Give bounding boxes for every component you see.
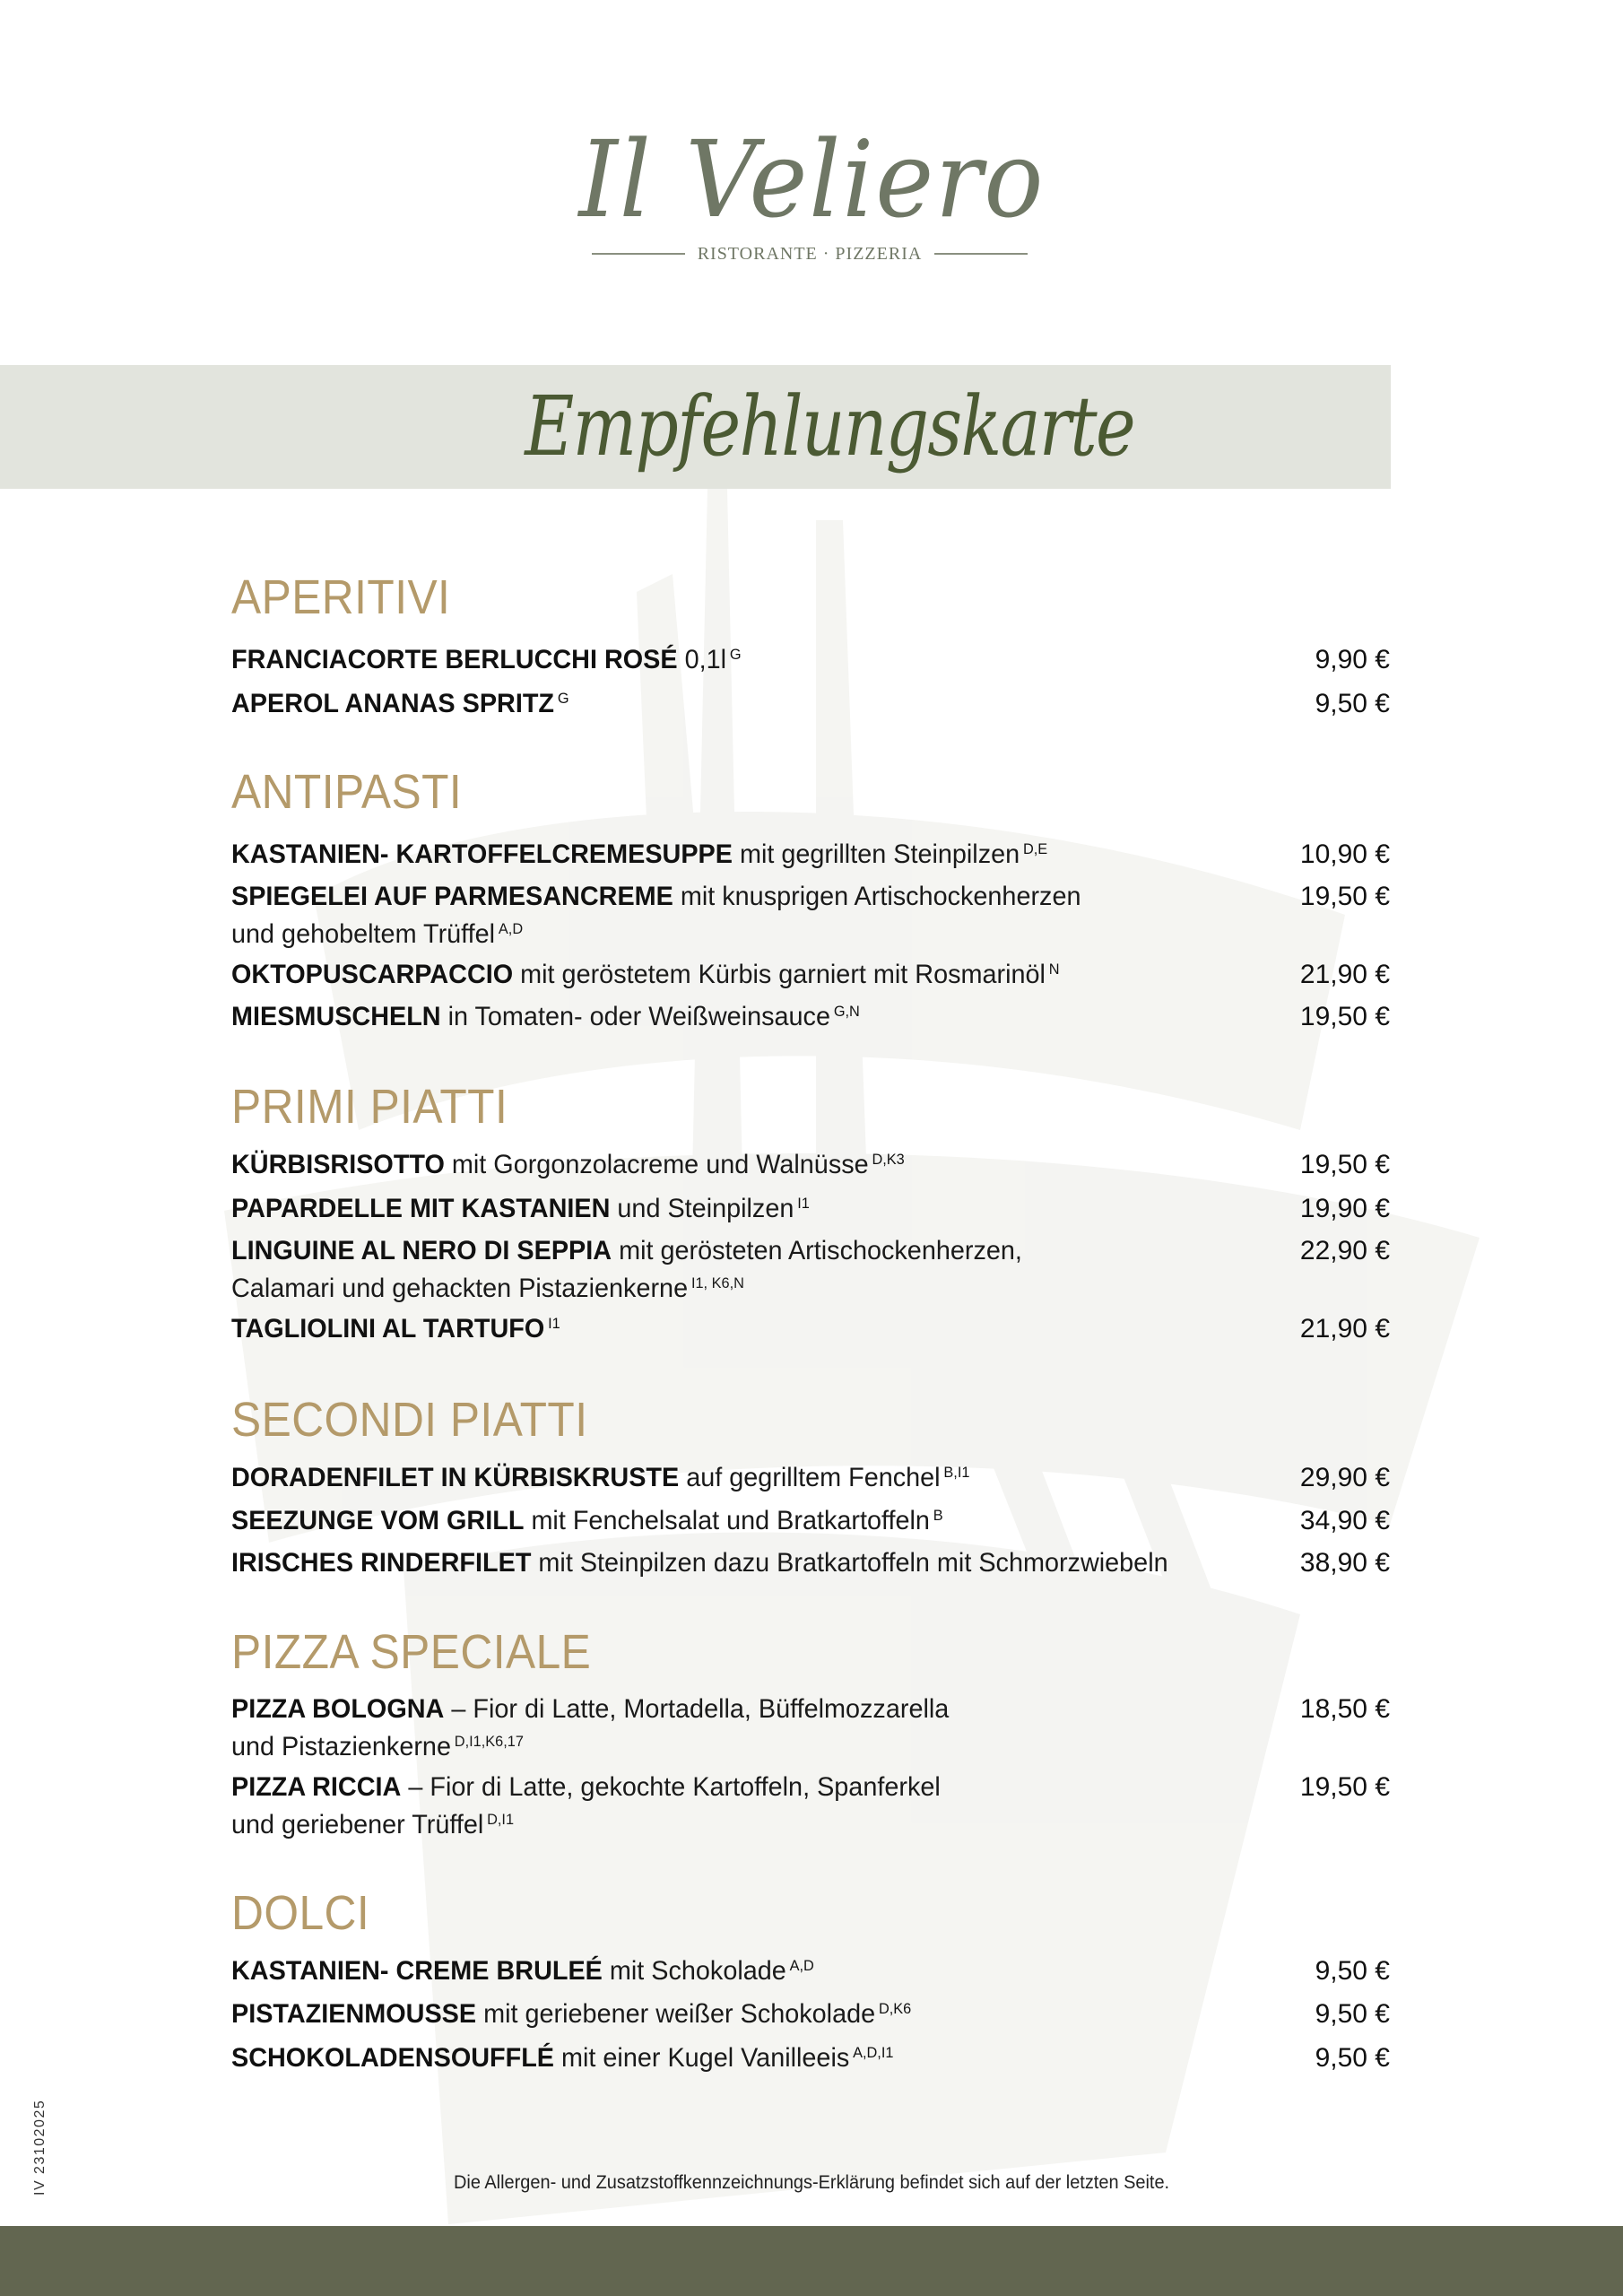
item-price: 9,50 € xyxy=(1315,1999,1390,2029)
item-description: mit Gorgonzolacreme und Walnüsse xyxy=(451,1150,869,1179)
allergen-codes: D,E xyxy=(1022,840,1048,857)
item-description: mit geröstetem Kürbis garniert mit Rosmarinöl xyxy=(520,960,1046,989)
item-description: mit einer Kugel Vanilleeis xyxy=(561,2043,850,2073)
allergen-codes: D,K6 xyxy=(878,2000,912,2017)
item-description: mit gegrillten Steinpilzen xyxy=(739,839,1020,869)
item-description: und Steinpilzen xyxy=(617,1194,794,1223)
item-price: 19,50 € xyxy=(1299,1150,1390,1179)
item-name: KÜRBISRISOTTO xyxy=(231,1150,445,1179)
item-description-line2: Calamari und gehackten Pistazienkerne xyxy=(231,1274,689,1303)
menu-item xyxy=(231,1770,1390,1843)
menu-item xyxy=(231,837,1390,873)
allergen-codes: B,I1 xyxy=(943,1464,970,1481)
item-description: mit knusprigen Artischockenherzen xyxy=(680,882,1081,911)
allergen-codes: D,I1 xyxy=(487,1811,515,1828)
item-price: 19,50 € xyxy=(1299,1772,1390,1802)
item-name: KASTANIEN- KARTOFFELCREMESUPPE xyxy=(231,839,733,869)
menu-item xyxy=(231,686,1390,722)
menu-item xyxy=(231,1311,1390,1347)
allergen-codes: B xyxy=(933,1507,943,1524)
section-title-primi-piatti: PRIMI PIATTI xyxy=(231,1080,508,1134)
menu-item xyxy=(231,1996,1390,2032)
allergen-codes: I1 xyxy=(797,1195,810,1212)
item-name: OKTOPUSCARPACCIO xyxy=(231,960,514,989)
item-description: mit Fenchelsalat und Bratkartoffeln xyxy=(531,1506,930,1535)
item-price: 19,90 € xyxy=(1299,1194,1390,1223)
menu-item xyxy=(231,1191,1390,1227)
item-description: mit Schokolade xyxy=(609,1956,786,1986)
allergen-codes: D,I1,K6,17 xyxy=(454,1733,524,1750)
menu-item xyxy=(231,642,1390,678)
item-price: 9,50 € xyxy=(1315,689,1390,718)
item-name: IRISCHES RINDERFILET xyxy=(231,1548,532,1578)
item-description: 0,1l xyxy=(684,645,727,674)
item-price: 38,90 € xyxy=(1299,1548,1390,1578)
section-title-secondi-piatti: SECONDI PIATTI xyxy=(231,1393,588,1447)
item-name: PISTAZIENMOUSSE xyxy=(231,1999,477,2029)
menu-item xyxy=(231,1953,1390,1989)
item-name: PAPARDELLE MIT KASTANIEN xyxy=(231,1194,611,1223)
allergen-codes: G xyxy=(729,646,742,663)
menu-item xyxy=(231,999,1390,1035)
allergen-footnote-text: Die Allergen- und Zusatzstoffkennzeichnungs-Erklärung befindet sich auf der letzten Seite. xyxy=(453,2172,1170,2193)
logo-subtitle xyxy=(592,240,1028,267)
menu-item xyxy=(231,879,1390,952)
document-version-code: IV 23102025 xyxy=(32,2099,48,2196)
footer-bar xyxy=(0,2226,1623,2296)
item-description: mit geriebener weißer Schokolade xyxy=(483,1999,876,2029)
allergen-codes: A,D xyxy=(498,920,524,937)
menu-item xyxy=(231,2040,1390,2076)
allergen-codes: G xyxy=(557,690,569,707)
item-description-line2: und Pistazienkerne xyxy=(231,1732,451,1761)
allergen-codes: I1, K6,N xyxy=(690,1274,744,1292)
item-price: 19,50 € xyxy=(1299,882,1390,911)
section-title-aperitivi: APERITIVI xyxy=(231,570,451,624)
menu-item xyxy=(231,1692,1390,1765)
item-description: – Fior di Latte, Mortadella, Büffelmozzarella xyxy=(451,1694,950,1724)
item-price: 9,90 € xyxy=(1315,645,1390,674)
item-name: DORADENFILET IN KÜRBISKRUSTE xyxy=(231,1463,680,1492)
allergen-codes: D,K3 xyxy=(872,1151,905,1168)
section-title-dolci: DOLCI xyxy=(231,1886,370,1940)
restaurant-logo xyxy=(0,117,1623,241)
item-name: TAGLIOLINI AL TARTUFO xyxy=(231,1314,545,1344)
item-price: 22,90 € xyxy=(1299,1236,1390,1265)
item-price: 18,50 € xyxy=(1299,1694,1390,1724)
allergen-footnote xyxy=(0,2172,1623,2194)
logo-divider-right xyxy=(934,253,1028,255)
section-title-antipasti: ANTIPASTI xyxy=(231,765,463,819)
item-name: SCHOKOLADENSOUFFLÉ xyxy=(231,2043,554,2073)
logo-subtitle-text: RISTORANTE · PIZZERIA xyxy=(697,243,923,264)
item-description: mit Steinpilzen dazu Bratkartoffeln mit Schmorzwiebeln xyxy=(538,1548,1168,1578)
item-price: 21,90 € xyxy=(1299,960,1390,989)
item-name: FRANCIACORTE BERLUCCHI ROSÉ xyxy=(231,645,678,674)
allergen-codes: N xyxy=(1048,961,1060,978)
item-description-line2: und gehobeltem Trüffel xyxy=(231,919,496,949)
item-price: 9,50 € xyxy=(1315,2043,1390,2073)
menu-item xyxy=(231,1460,1390,1496)
item-description: – Fior di Latte, gekochte Kartoffeln, Spanferkel xyxy=(408,1772,941,1802)
item-description-line2: und geriebener Trüffel xyxy=(231,1810,484,1839)
item-name: SEEZUNGE VOM GRILL xyxy=(231,1506,525,1535)
menu-item xyxy=(231,1233,1390,1307)
allergen-codes: A,D xyxy=(789,1957,814,1974)
item-name: KASTANIEN- CREME BRULEÉ xyxy=(231,1956,603,1986)
title-banner xyxy=(0,365,1391,489)
item-description: mit gerösteten Artischockenherzen, xyxy=(619,1236,1022,1265)
item-name: MIESMUSCHELN xyxy=(231,1002,441,1031)
allergen-codes: A,D,I1 xyxy=(853,2044,894,2061)
menu-item xyxy=(231,1147,1390,1183)
menu-item xyxy=(231,1545,1390,1581)
allergen-codes: I1 xyxy=(548,1315,560,1332)
logo-divider-left xyxy=(592,253,685,255)
allergen-codes: G,N xyxy=(833,1003,860,1020)
item-price: 19,50 € xyxy=(1299,1002,1390,1031)
item-name: SPIEGELEI AUF PARMESANCREME xyxy=(231,882,673,911)
item-price: 21,90 € xyxy=(1299,1314,1390,1344)
logo-name: Il Veliero xyxy=(578,117,1045,241)
item-price: 34,90 € xyxy=(1299,1506,1390,1535)
page-title: Empfehlungskarte xyxy=(525,378,1135,474)
item-description: in Tomaten- oder Weißweinsauce xyxy=(447,1002,830,1031)
item-name: PIZZA BOLOGNA xyxy=(231,1694,445,1724)
menu-item xyxy=(231,1503,1390,1539)
item-description: auf gegrilltem Fenchel xyxy=(686,1463,941,1492)
menu-item xyxy=(231,957,1390,993)
section-title-pizza-speciale: PIZZA SPECIALE xyxy=(231,1625,592,1679)
item-name: PIZZA RICCIA xyxy=(231,1772,402,1802)
item-price: 10,90 € xyxy=(1299,839,1390,869)
item-name: LINGUINE AL NERO DI SEPPIA xyxy=(231,1236,612,1265)
item-price: 29,90 € xyxy=(1299,1463,1390,1492)
item-price: 9,50 € xyxy=(1315,1956,1390,1986)
item-name: APEROL ANANAS SPRITZ xyxy=(231,689,555,718)
